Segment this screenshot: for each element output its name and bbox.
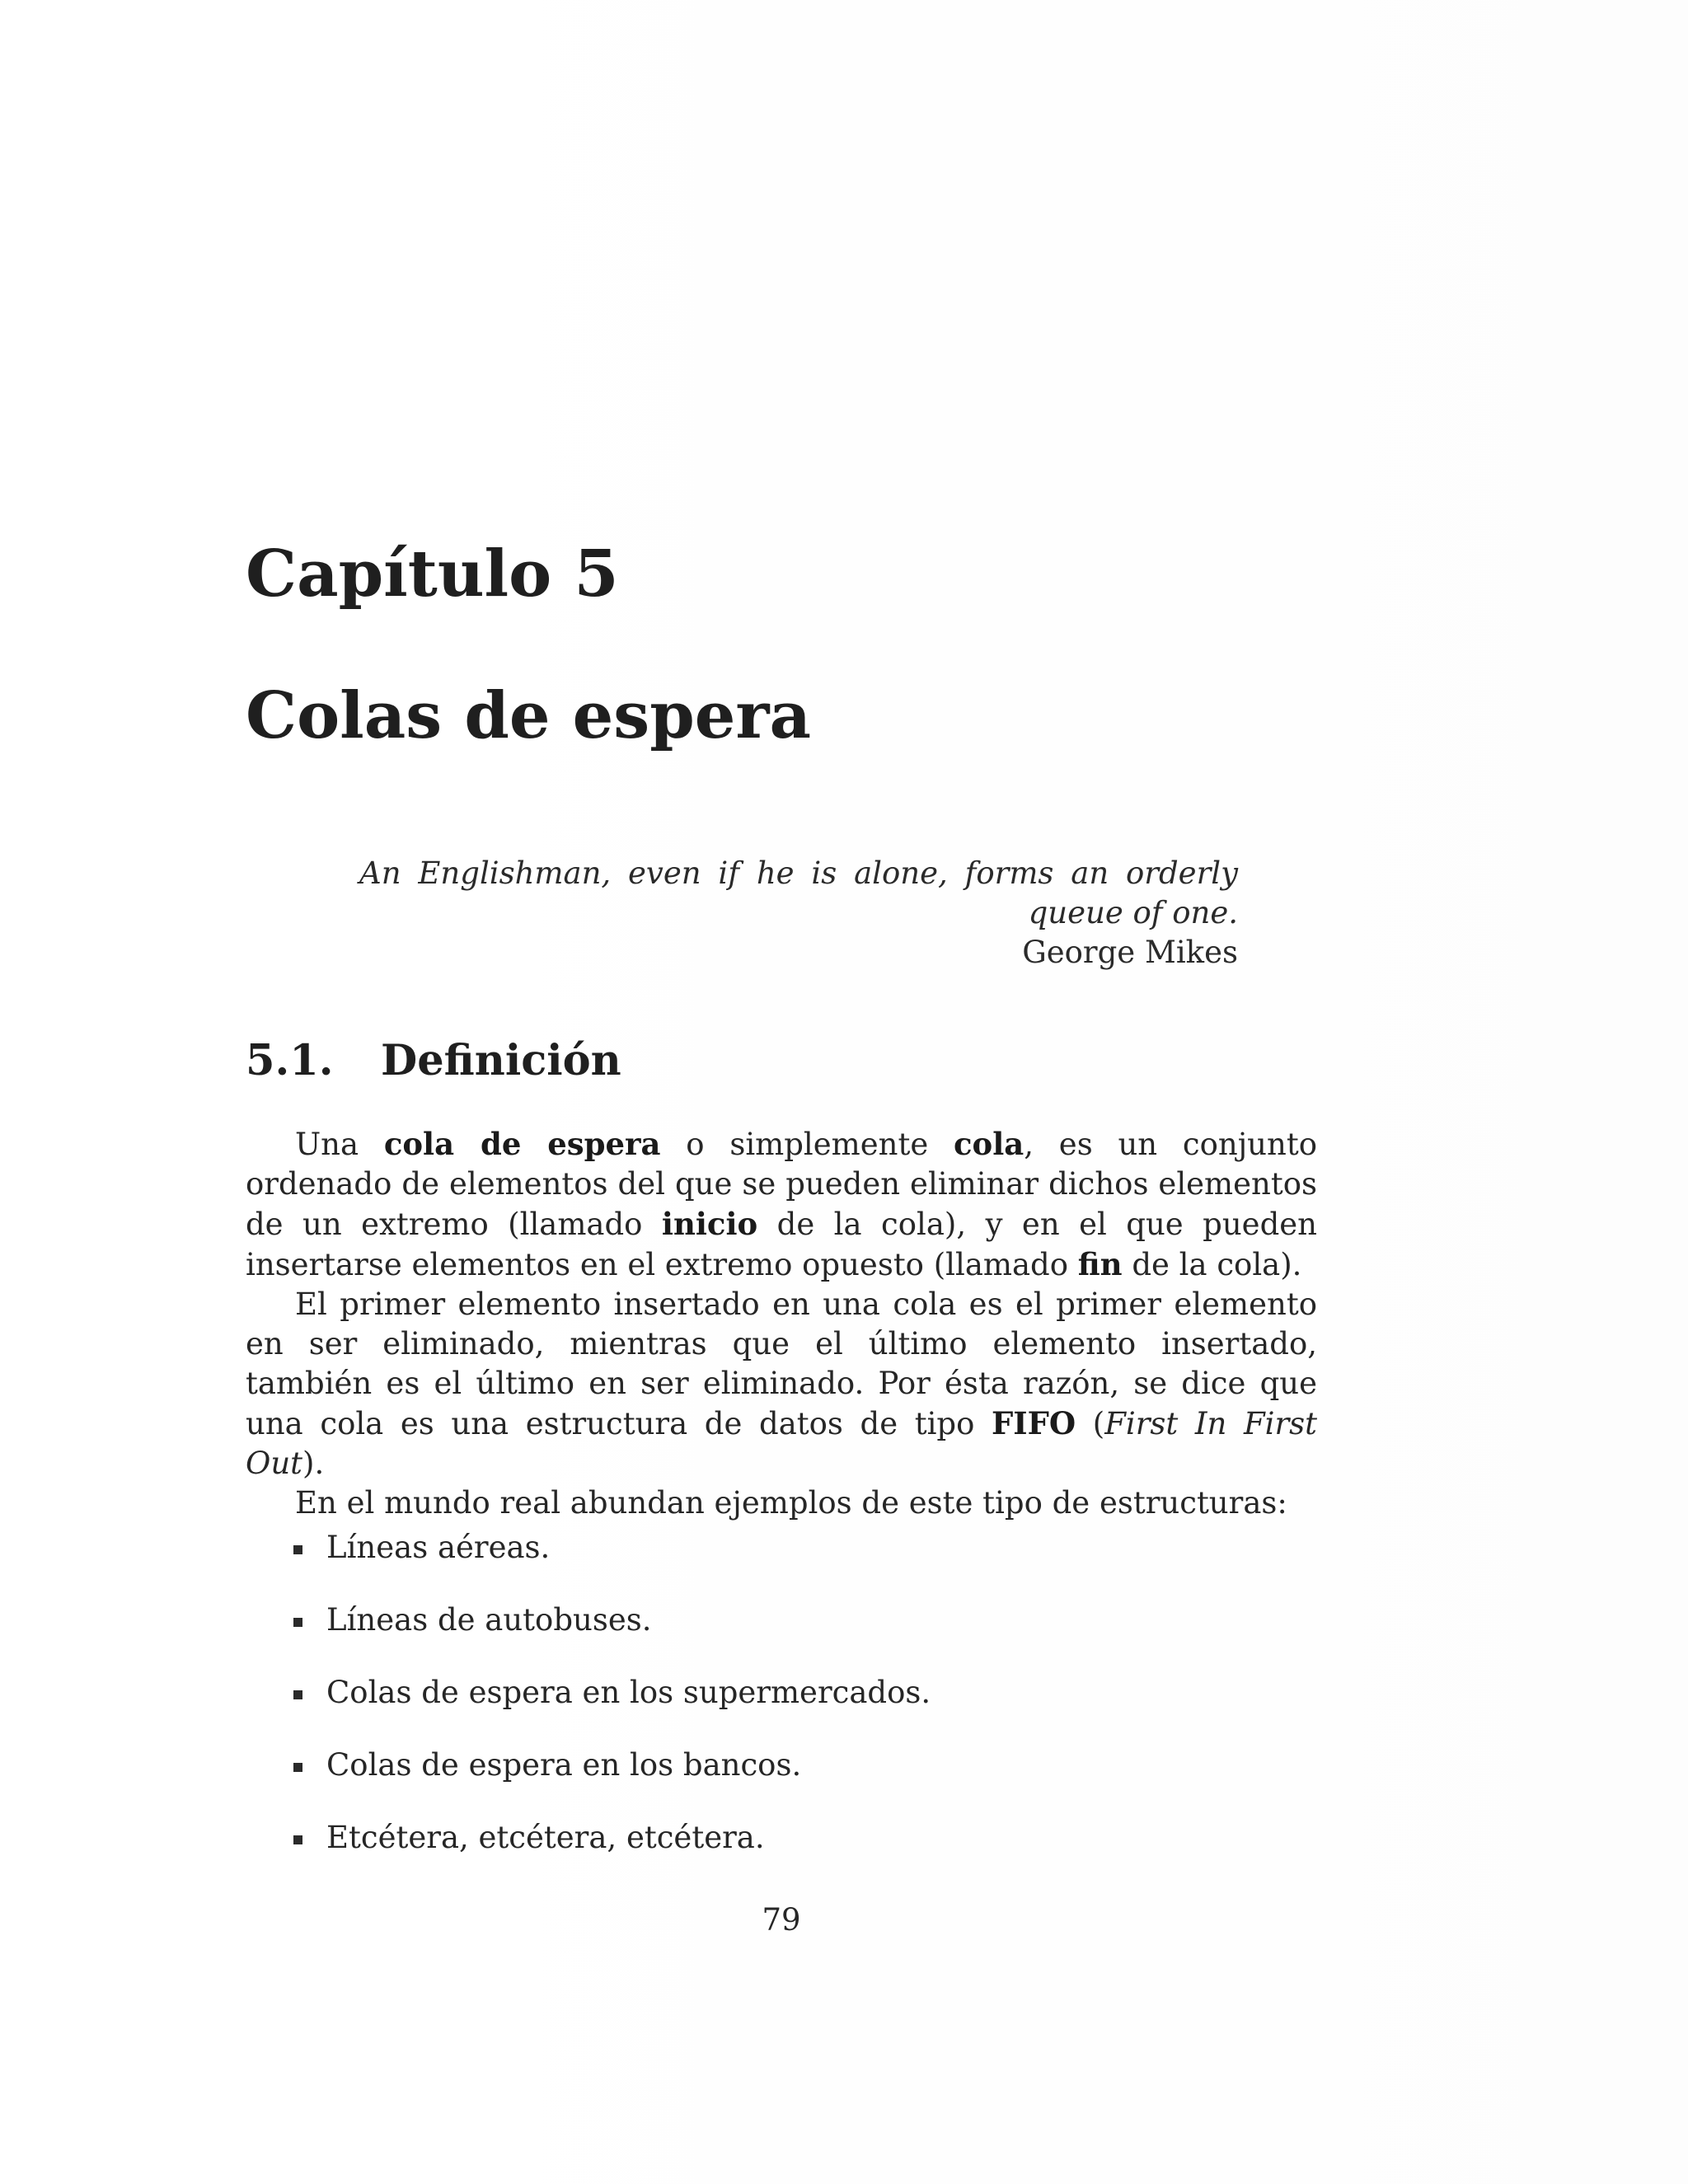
- epigraph-author: George Mikes: [1022, 935, 1238, 970]
- section-heading: [246, 1036, 621, 1085]
- text-run: de la cola).: [1122, 1247, 1302, 1282]
- bullet-icon: [293, 1763, 302, 1772]
- paragraph-fifo: [246, 1285, 1317, 1483]
- chapter-label: Capítulo 5: [246, 537, 619, 612]
- epigraph: [359, 854, 1238, 972]
- list-item-text: Colas de espera en los bancos.: [326, 1747, 802, 1783]
- list-item: [293, 1818, 931, 1891]
- bullet-icon: [293, 1618, 302, 1627]
- examples-list: [293, 1528, 931, 1891]
- bold-term-fin: fin: [1077, 1246, 1123, 1282]
- list-item: [293, 1673, 931, 1746]
- section-title: Definición: [381, 1036, 621, 1085]
- chapter-title: Colas de espera: [246, 678, 812, 753]
- list-item: [293, 1746, 931, 1818]
- bold-term-inicio: inicio: [661, 1206, 758, 1242]
- paragraph-definition: [246, 1124, 1317, 1285]
- list-item-text: Líneas de autobuses.: [326, 1602, 652, 1638]
- bullet-icon: [293, 1835, 302, 1844]
- list-item: [293, 1528, 931, 1601]
- text-run: de la cola), y en el que pueden insertarse elementos en el extremo opuesto (llamado: [246, 1207, 1317, 1282]
- bold-term-cola-de-espera: cola de espera: [383, 1126, 661, 1162]
- section-number: 5.1.: [246, 1036, 334, 1085]
- page-number: 79: [762, 1902, 801, 1938]
- bold-term-cola: cola: [954, 1126, 1025, 1162]
- list-item-text: Etcétera, etcétera, etcétera.: [326, 1820, 765, 1855]
- bullet-icon: [293, 1545, 302, 1554]
- list-item-text: Líneas aéreas.: [326, 1530, 551, 1565]
- text-run: (: [1076, 1406, 1105, 1441]
- text-run: ).: [302, 1446, 325, 1481]
- bold-term-fifo: FIFO: [992, 1405, 1076, 1441]
- text-run: Una: [295, 1127, 384, 1162]
- list-item: [293, 1601, 931, 1673]
- body-text: [246, 1124, 1317, 1523]
- list-item-text: Colas de espera en los supermercados.: [326, 1675, 931, 1710]
- bullet-icon: [293, 1690, 302, 1699]
- epigraph-quote: An Englishman, even if he is alone, forms an orderly queue of one.: [359, 855, 1238, 930]
- text-run: o simplemente: [660, 1127, 954, 1162]
- italic-term-first-in-first-out: First In First Out: [246, 1406, 1317, 1481]
- paragraph-examples-intro: En el mundo real abundan ejemplos de este tipo de estructuras:: [295, 1485, 1287, 1521]
- text-run: El primer elemento insertado en una cola es el primer elemento en ser eliminado, mientras que el último elemento insertado, también es el último en ser eliminado. Por ésta razón, se dice que una cola es una estructura de datos de tipo: [246, 1286, 1317, 1441]
- text-run: , es un conjunto ordenado de elementos del que se pueden eliminar dichos elementos de un extremo (llamado: [246, 1127, 1317, 1242]
